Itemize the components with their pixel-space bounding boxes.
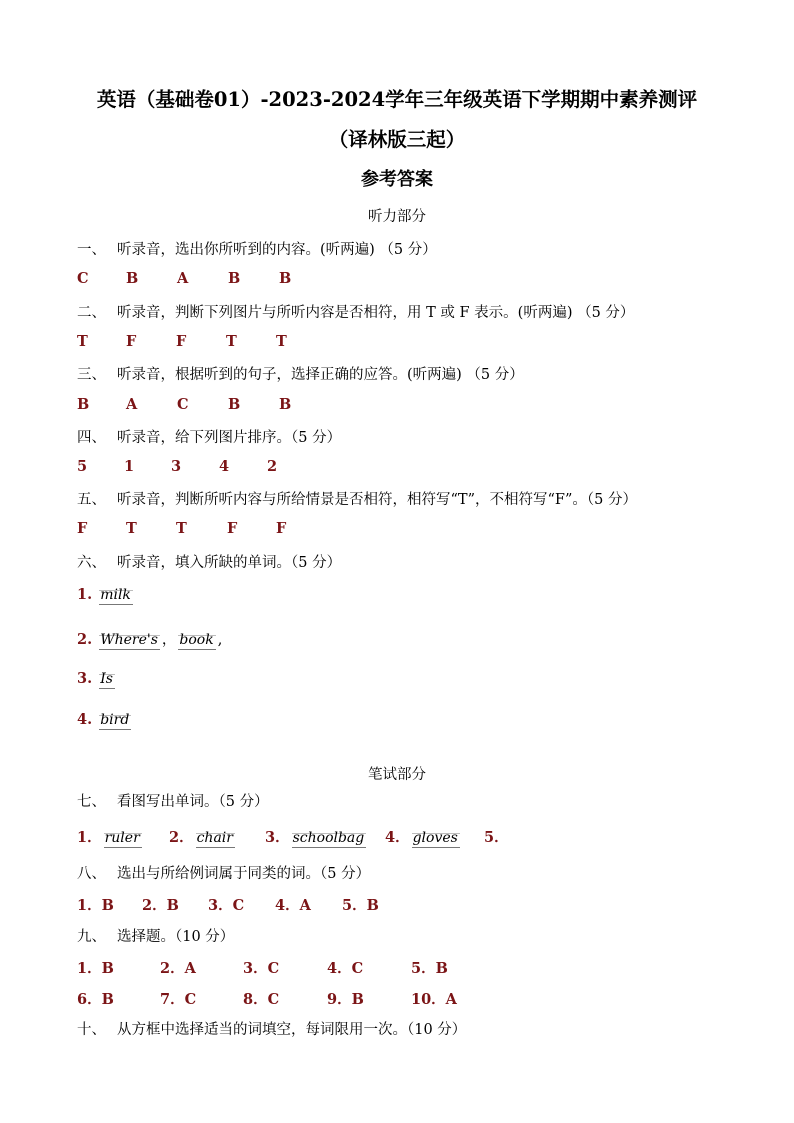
answer: 5．B [411,960,448,977]
page-title: 英语（基础卷01）-2023-2024学年三年级英语下学期期中素养测评 [96,88,698,111]
question-text: 听录音，选出你所听到的内容。(听两遍) （5 分） [117,242,437,258]
handwritten-answer: gloves [412,830,458,846]
answer: 4．C [327,960,364,977]
section-heading-listening: 听力部分 [368,209,426,225]
answer: F [227,520,238,537]
answer: 10．A [411,991,457,1008]
answer: 3 [171,458,182,475]
answer: 1．B [77,897,114,914]
question-text: 听录音，给下列图片排序。（5 分） [117,430,342,446]
answer: 4 [219,458,230,475]
question-4 [77,426,341,447]
question-8 [77,862,370,883]
answer: T [176,520,187,537]
question-number: 一、 [77,242,106,258]
answer: 2 [267,458,278,475]
answer: 7．C [160,991,197,1008]
item-number: 2． [169,829,194,846]
answer: 1 [124,458,135,475]
question-text: 从方框中选择适当的词填空，每词限用一次。（10 分） [117,1022,467,1038]
question-text: 听录音，判断所听内容与所给情景是否相符，相符写“T”，不相符写“F”。（5 分） [117,492,637,508]
answer: 6．B [77,991,114,1008]
answer: 4．A [275,897,311,914]
word-item [265,826,368,848]
answer: A [177,270,189,287]
separator: ， [161,632,177,648]
section-heading-writing: 笔试部分 [368,767,426,783]
handwritten-answer: ruler [104,830,140,846]
item-number: 3. [77,670,93,687]
question-number: 二、 [77,305,106,321]
answer: 9．B [327,991,364,1008]
answer: F [276,520,287,537]
separator: , [217,632,223,648]
answer: 5 [77,458,88,475]
question-1 [77,238,437,259]
handwritten-answer: milk [100,587,131,603]
answer: C [77,270,89,287]
answer: 2．A [160,960,196,977]
word-item [77,826,144,848]
handwritten-answer: chair [196,830,233,846]
question-number: 八、 [77,866,106,882]
answer: 3．C [208,897,245,914]
item-number: 5． [484,829,509,846]
page-subtitle: （译林版三起） [328,128,466,151]
answer: 2．B [142,897,179,914]
answer: C [177,396,189,413]
handwritten-answer: Where's [100,632,158,648]
fill-item [77,586,135,605]
question-6 [77,551,341,572]
answer: T [77,333,88,350]
question-text: 听录音，判断下列图片与所听内容是否相符，用 T 或 F 表示。(听两遍) （5 分） [117,305,635,321]
answer: 5．B [342,897,379,914]
question-10 [77,1018,466,1039]
item-number: 1． [77,829,102,846]
answer: A [126,396,138,413]
answer: B [279,396,292,413]
answer: B [77,396,90,413]
question-5 [77,488,637,509]
question-number: 十、 [77,1022,106,1038]
answer: T [276,333,287,350]
handwritten-answer: schoolbag [292,830,365,846]
answer: B [126,270,139,287]
item-number: 4． [385,829,410,846]
word-item [169,826,237,848]
answer: B [228,396,241,413]
answer: T [126,520,137,537]
question-text: 选出与所给例词属于同类的词。（5 分） [117,866,371,882]
answer: F [126,333,137,350]
question-9 [77,925,234,946]
question-2 [77,301,634,322]
question-number: 四、 [77,430,106,446]
fill-item [77,628,222,650]
answer: B [279,270,292,287]
question-3 [77,363,524,384]
fill-item [77,711,133,730]
question-number: 六、 [77,555,106,571]
question-text: 看图写出单词。（5 分） [117,794,269,810]
item-number: 2. [77,631,93,648]
handwritten-answer: book [179,632,214,648]
question-text: 听录音，根据听到的句子，选择正确的应答。(听两遍) （5 分） [117,367,524,383]
answer: B [228,270,241,287]
word-item [484,826,509,847]
handwritten-answer: Is [100,671,113,687]
answer: F [176,333,187,350]
answer: 3．C [243,960,280,977]
question-number: 九、 [77,929,106,945]
question-number: 三、 [77,367,106,383]
question-7 [77,790,269,811]
fill-item [77,670,117,689]
question-text: 选择题。（10 分） [117,929,235,945]
item-number: 1. [77,586,93,603]
question-number: 五、 [77,492,106,508]
answer: T [226,333,237,350]
item-number: 3． [265,829,290,846]
handwritten-answer: bird [100,712,130,728]
answer: 1．B [77,960,114,977]
answer: 8．C [243,991,280,1008]
doc-label: 参考答案 [361,169,433,190]
item-number: 4. [77,711,93,728]
answer: F [77,520,88,537]
word-item [385,826,462,848]
question-text: 听录音，填入所缺的单词。（5 分） [117,555,342,571]
question-number: 七、 [77,794,106,810]
